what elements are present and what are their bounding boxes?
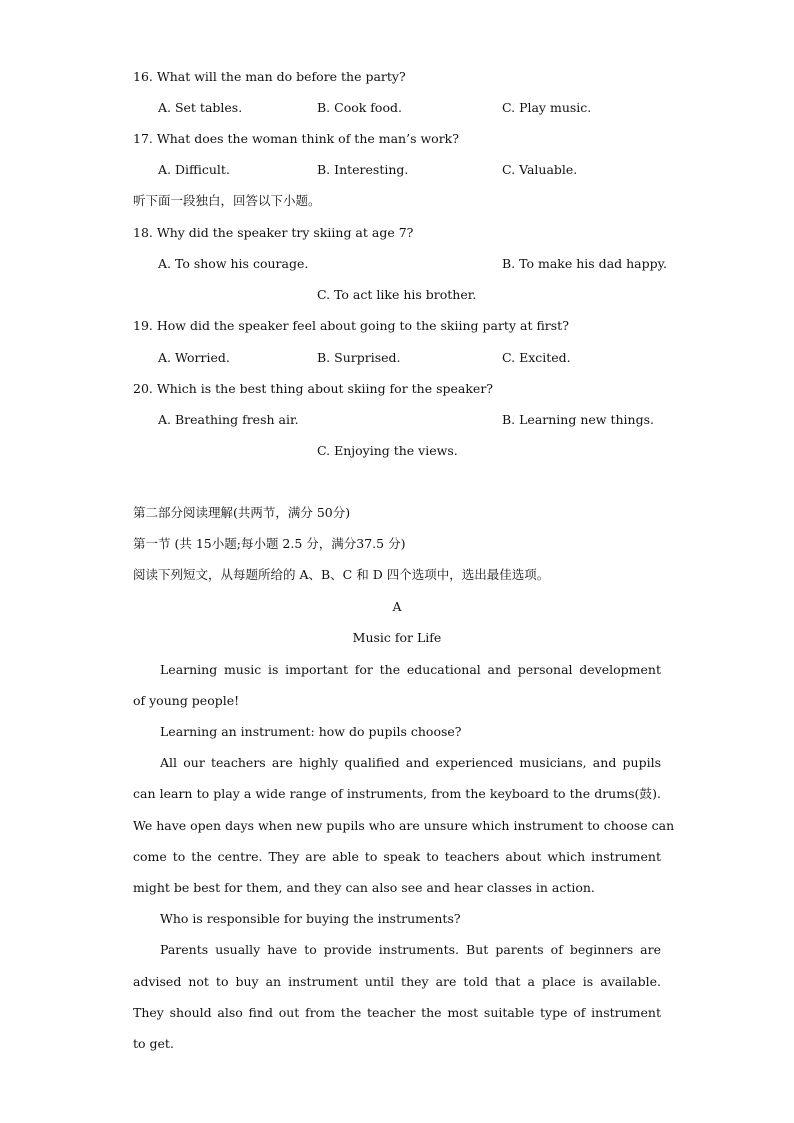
question-18-option-b: B. To make his dad happy. [502, 256, 667, 271]
question-19-option-a: A. Worried. [158, 350, 230, 365]
question-19-option-c: C. Excited. [502, 350, 571, 365]
passage-line: All our teachers are highly qualified and experienced musicians, and pupils [160, 755, 661, 770]
passage-line: Learning music is important for the educational and personal development [160, 662, 661, 677]
question-16-option-b: B. Cook food. [317, 100, 402, 115]
question-17-option-a: A. Difficult. [158, 162, 230, 177]
question-16-option-a: A. Set tables. [158, 100, 243, 115]
monologue-instruction: 听下面一段独白，回答以下小题。 [133, 193, 321, 208]
passage-line: might be best for them, and they can also see and hear classes in action. [133, 880, 595, 895]
question-17-stem: 17. What does the woman think of the man’s work? [133, 131, 459, 146]
passage-line: We have open days when new pupils who are unsure which instrument to choose can [133, 818, 675, 833]
question-20-option-b: B. Learning new things. [502, 412, 654, 427]
question-20-option-c: C. Enjoying the views. [317, 443, 458, 458]
question-19-option-b: B. Surprised. [317, 350, 401, 365]
passage-line: to get. [133, 1036, 174, 1051]
passage-line: Parents usually have to provide instruments. But parents of beginners are [160, 942, 661, 957]
question-20-stem: 20. Which is the best thing about skiing for the speaker? [133, 381, 494, 396]
passage-label: A [392, 599, 402, 614]
question-16-option-c: C. Play music. [502, 100, 592, 115]
question-18-option-c: C. To act like his brother. [317, 287, 477, 302]
question-17-option-c: C. Valuable. [502, 162, 578, 177]
passage-line: can learn to play a wide range of instruments, from the keyboard to the drums(鼓). [133, 786, 661, 801]
passage-line: advised not to buy an instrument until they are told that a place is available. [133, 974, 661, 989]
question-16-stem: 16. What will the man do before the party? [133, 69, 406, 84]
section1-heading: 第一节 (共 15小题;每小题 2.5 分，满分37.5 分) [133, 536, 406, 551]
part2-heading: 第二部分阅读理解(共两节，满分 50分) [133, 505, 351, 520]
passage-line: of young people! [133, 693, 240, 708]
reading-instruction: 阅读下列短文，从每题所给的 A、B、C 和 D 四个选项中，选出最佳选项。 [133, 567, 550, 582]
question-18-stem: 18. Why did the speaker try skiing at age 7? [133, 225, 414, 240]
question-18-option-a: A. To show his courage. [158, 256, 309, 271]
passage-line: They should also find out from the teacher the most suitable type of instrument [133, 1005, 661, 1020]
passage-line: come to the centre. They are able to speak to teachers about which instrument [133, 849, 661, 864]
question-17-option-b: B. Interesting. [317, 162, 409, 177]
passage-title: Music for Life [352, 630, 442, 645]
question-19-stem: 19. How did the speaker feel about going to the skiing party at first? [133, 318, 569, 333]
passage-subheading: Learning an instrument: how do pupils choose? [160, 724, 462, 739]
passage-subheading: Who is responsible for buying the instruments? [160, 911, 461, 926]
question-20-option-a: A. Breathing fresh air. [158, 412, 299, 427]
